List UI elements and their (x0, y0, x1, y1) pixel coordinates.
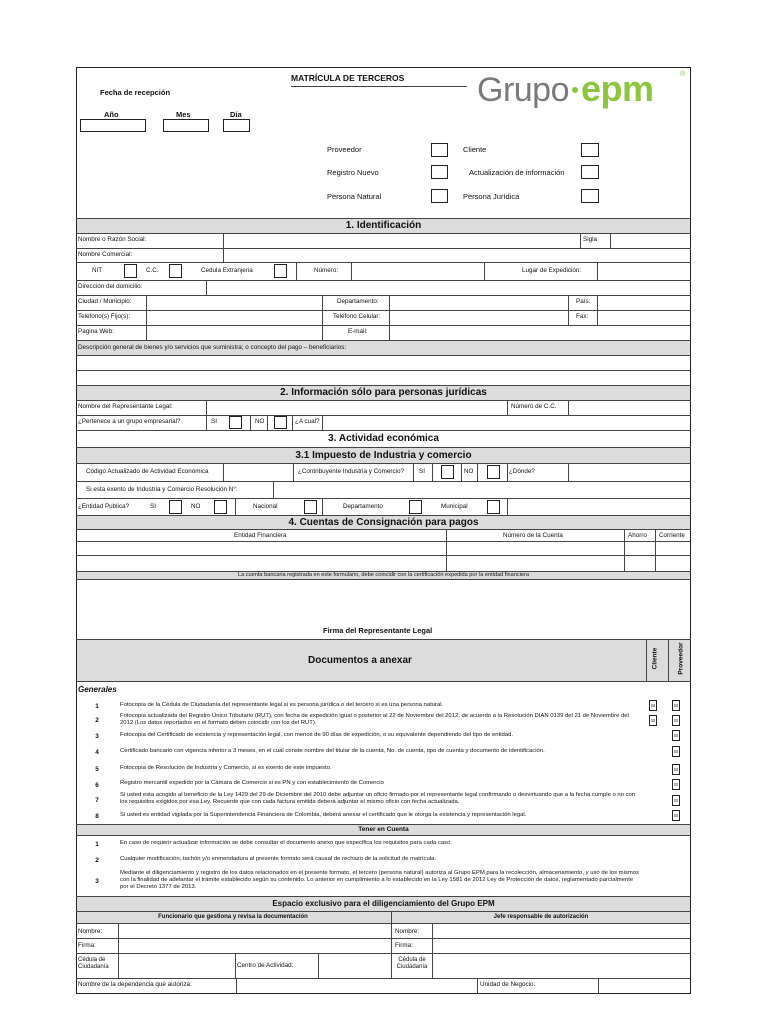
registro-nuevo-checkbox[interactable] (431, 165, 448, 179)
registro-nuevo-label: Registro Nuevo (327, 168, 379, 177)
telefono-fijo-input[interactable] (147, 311, 322, 324)
grupo-empresarial-label: ¿Pertenece a un grupo empresarial? (78, 418, 181, 425)
persona-natural-label: Persona Natural (327, 192, 382, 201)
contribuyente-no-checkbox[interactable] (487, 465, 500, 479)
nota-3: Mediante el diligenciamiento y registro de los datos relacionados en el presente formato, el tercero (persona natural) autoriza al Grupo EPM para la recolección, almacenamiento, y uso de los mismos con la finalidad de adelantar el trámite establecido según su contenido. Lo anterior en cumplimiento a lo establecido en la Ley 1581 de 2012 Ley de Protección de datos, reglamentado parcialmente por el Decreto 1377 de 2013. (120, 870, 639, 890)
logo-registered-mark: ® (680, 71, 686, 78)
cc-checkbox[interactable] (169, 264, 182, 278)
section-3-title: 3. Actividad económica (77, 431, 690, 447)
proveedor-checkbox[interactable] (431, 143, 448, 157)
telefono-celular-input[interactable] (390, 311, 568, 324)
cuenta-nota: La cuenta bancaria registrada en este formulario, debe coincidir con la certificación expedida por la entidad financiera (237, 572, 530, 578)
numero-input[interactable] (352, 263, 484, 279)
jefe-nombre-label: Nombre: (395, 928, 420, 935)
donde-input[interactable] (569, 464, 690, 480)
fax-input[interactable] (598, 311, 690, 324)
fax-label: Fax: (576, 313, 589, 320)
a-cual-label: ¿A cual? (295, 418, 320, 425)
funcionario-nombre-input[interactable] (119, 924, 391, 938)
jefe-firma-input[interactable] (433, 939, 690, 953)
representante-input[interactable] (207, 401, 507, 414)
funcionario-cedula-label: Cédula de Ciudadanía (78, 957, 109, 971)
nit-label: NIT (92, 267, 103, 274)
nit-checkbox[interactable] (124, 264, 137, 278)
ahorro-header: Ahorro (628, 532, 647, 539)
funcionario-cedula-input[interactable] (119, 954, 235, 978)
nota-2: Cualquier modificación, tachón y/o enmendadura al presente formato será causal de rechazo de la solicitud de matrícula. (120, 856, 436, 862)
departamento-input[interactable] (390, 296, 568, 309)
form-frame (76, 67, 691, 994)
a-cual-input[interactable] (323, 416, 690, 429)
grupo-si-label: SI (211, 418, 217, 425)
anio-input[interactable] (80, 119, 146, 132)
actualizacion-checkbox[interactable] (581, 165, 599, 179)
jefe-cedula-label: Cédula de Ciudadanía (396, 957, 428, 971)
firma-area[interactable] (77, 580, 690, 621)
tener-en-cuenta-title: Tener en Cuenta (358, 826, 409, 833)
doc-3-proveedor-si[interactable]: SI (672, 730, 680, 741)
exento-label: Si esta exento de Industria y Comercio Resolución N°: (86, 486, 238, 493)
doc-4-proveedor-si[interactable]: SI (672, 746, 680, 757)
telefono-celular-label: Teléfono Celular: (333, 313, 381, 320)
razon-social-label: Nombre o Razón Social: (78, 236, 147, 243)
ciudad-input[interactable] (147, 296, 322, 309)
doc-6-proveedor-si[interactable]: SI (672, 779, 680, 790)
pais-input[interactable] (598, 296, 690, 309)
col-cliente-header: Cliente (651, 647, 659, 670)
actualizacion-label: Actualización de información (469, 168, 565, 177)
cuenta-1-numero-input[interactable] (447, 542, 624, 554)
descripcion-input-2[interactable] (77, 371, 690, 384)
cedula-extranjeria-label: Cedula Extranjeria (201, 267, 253, 274)
section-3-1-title: 3.1 Impuesto de Industria y comercio (77, 448, 690, 463)
section-2-title: 2. Información sólo para personas jurídicas (77, 386, 690, 400)
dependencia-input[interactable] (237, 979, 477, 993)
departamento-checkbox[interactable] (409, 500, 422, 514)
col-proveedor-header: Proveedor (677, 642, 685, 675)
grupo-no-checkbox[interactable] (274, 416, 287, 429)
ciudad-label: Ciudad / Municipio: (78, 298, 132, 305)
nota-number: 1 (95, 841, 99, 848)
doc-item-4: Certificado bancario con vigencia inferior a 3 meses, en el cual conste nombre del titular de la cuenta, No. de cuenta, tipo de cuenta y documento de identificación. (120, 748, 545, 754)
doc-item-number: 1 (95, 703, 99, 710)
documentos-title: Documentos a anexar (308, 655, 412, 666)
doc-item-number: 2 (95, 717, 99, 724)
form-title: MATRÍCULA DE TERCEROS (291, 73, 405, 83)
doc-7-proveedor-si[interactable]: SI (672, 795, 680, 806)
doc-8-proveedor-si[interactable]: SI (672, 810, 680, 821)
doc-item-number: 5 (95, 766, 99, 773)
centro-actividad-input[interactable] (319, 954, 391, 978)
grupo-epm-logo (477, 68, 686, 110)
pagina-web-input[interactable] (147, 326, 322, 339)
razon-social-input[interactable] (224, 234, 580, 247)
fecha-recepcion-label: Fecha de recepción (100, 88, 171, 97)
lugar-expedicion-label: Lugar de Expedición: (522, 267, 582, 274)
descripcion-input-1[interactable] (77, 356, 690, 369)
direccion-input[interactable] (207, 281, 690, 294)
numero-cc-input[interactable] (569, 401, 690, 414)
contribuyente-label: ¿Contribuyente Industria y Comercio? (298, 468, 405, 475)
descripcion-label: Descripción general de bienes y/o servicios que suministra; o concepto del pago – beneficiarios: (78, 344, 347, 351)
contribuyente-si-label: SI (419, 468, 425, 475)
jefe-cedula-input[interactable] (433, 954, 690, 978)
doc-item-number: 7 (95, 797, 99, 804)
cuenta-2-numero-input[interactable] (447, 556, 624, 570)
nota-1: En caso de requerir actualizar información se debe consultar el documento anexo que especifica los requisitos para cada caso. (120, 840, 453, 846)
entidad-no-checkbox[interactable] (214, 500, 227, 514)
doc-5-proveedor-si[interactable]: SI (672, 764, 680, 775)
doc-item-number: 6 (95, 782, 99, 789)
nombre-comercial-input[interactable] (224, 249, 690, 261)
jefe-firma-label: Firma: (395, 942, 413, 949)
funcionario-nombre-label: Nombre: (78, 928, 103, 935)
doc-item-5: Fotocopia de Resolución de Industria y Comercio, si es exento de este impuesto. (120, 765, 332, 771)
logo-grupo-text: Grupo (477, 71, 569, 109)
funcionario-firma-input[interactable] (119, 939, 391, 953)
grupo-si-checkbox[interactable] (229, 416, 242, 429)
doc-1-cliente-si[interactable]: SI (649, 700, 657, 711)
generales-label: Generales (78, 685, 117, 694)
logo-dot-icon (572, 87, 578, 93)
entidad-publica-label: ¿Entidad Publica? (78, 503, 130, 510)
corriente-header: Corriente (659, 532, 685, 539)
pagina-web-label: Pagina Web: (78, 328, 114, 335)
donde-label: ¿Dónde? (509, 468, 535, 475)
logo-epm-text: epm (581, 68, 654, 109)
cc-label: C.C. (146, 267, 159, 274)
centro-actividad-label: Centro de Actividad: (237, 962, 294, 969)
doc-item-7: Si usted esta acogido al beneficio de la Ley 1429 del 29 de Diciembre del 2010 debe adjuntar un oficio firmado por el representante legal confirmando o desvirtuando que a la fecha cumple o no con los requisitos exigidos por esa Ley. Recuerde que con cada factura emitida deberá adjuntar el mismo oficio con fecha actualizada. (120, 792, 636, 805)
exento-input[interactable] (274, 482, 690, 497)
persona-juridica-checkbox[interactable] (581, 189, 599, 203)
persona-juridica-label: Persona Jurídica (463, 192, 520, 201)
email-input[interactable] (390, 326, 690, 339)
nota-number: 2 (95, 857, 99, 864)
doc-item-2: Fotocopia actualizada del Registro Único Tributario (RUT), con fecha de expedición igual o posterior al 22 de Noviembre del 2012, de acuerdo a la Resolución DIAN 0139 del 21 de Noviembre del 2012 (Los datos reportados en el formato deben coincidir con los del RUT). (120, 713, 629, 726)
contribuyente-no-label: NO (464, 468, 474, 475)
dependencia-label: Nombre de la dependencia que autoriza: (78, 981, 192, 988)
doc-item-number: 4 (95, 749, 99, 756)
email-label: E-mail: (348, 328, 368, 335)
municipal-checkbox[interactable] (487, 500, 500, 514)
representante-label: Nombre del Representante Legal: (78, 403, 173, 410)
section-1-title: 1. Identificación (77, 219, 690, 233)
cliente-label: Cliente (463, 145, 487, 154)
nacional-checkbox[interactable] (304, 500, 317, 514)
jefe-header: Jefe responsable de autorización (493, 914, 589, 920)
mes-input[interactable] (163, 119, 209, 132)
entidad-departamento-label: Departamento (343, 503, 383, 510)
grupo-no-label: NO (255, 418, 265, 425)
dia-label: Día (230, 110, 242, 119)
lugar-expedicion-input[interactable] (598, 263, 690, 279)
funcionario-firma-label: Firma: (78, 942, 96, 949)
contribuyente-si-checkbox[interactable] (441, 465, 454, 479)
unidad-negocio-input[interactable] (599, 979, 690, 993)
codigo-actividad-label: Código Actualizado de Actividad Económica (86, 468, 209, 475)
nota-number: 3 (95, 878, 99, 885)
departamento-label: Departamento: (337, 298, 379, 305)
numero-cuenta-header: Número de la Cuenta (503, 532, 563, 539)
nombre-comercial-label: Nombre Comercial: (78, 251, 133, 258)
nacional-label: Nacional (253, 503, 278, 510)
exclusivo-title: Espacio exclusivo para el diligenciamiento del Grupo EPM (272, 899, 495, 908)
codigo-actividad-input[interactable] (224, 464, 293, 480)
pais-label: País: (576, 298, 591, 305)
sigla-input[interactable] (611, 234, 690, 247)
funcionario-header: Funcionario que gestiona y revisa la documentación (158, 914, 308, 920)
unidad-negocio-label: Unidad de Negocio: (480, 981, 536, 988)
dia-input[interactable] (223, 119, 250, 132)
doc-item-3: Fotocopia del Certificado de existencia y representación legal, con menos de 90 días de expedición, o su equivalente dependiendo del tipo de entidad. (120, 732, 513, 738)
entidad-si-checkbox[interactable] (169, 500, 182, 514)
entidad-si-label: SI (150, 503, 156, 510)
sigla-label: Sigla (583, 236, 598, 243)
cuenta-2-entidad-input[interactable] (77, 556, 446, 570)
numero-cc-label: Número de C.C. (511, 403, 557, 410)
cuenta-1-entidad-input[interactable] (77, 542, 446, 554)
anio-label: Año (104, 110, 119, 119)
proveedor-label: Proveedor (327, 145, 362, 154)
doc-item-6: Registro mercantil expedido por la Cámara de Comercio si es PN y con establecimiento de Comercio (120, 780, 384, 786)
numero-label: Número: (314, 267, 339, 274)
entidad-financiera-header: Entidad Financiera (234, 532, 287, 539)
direccion-label: Dirección del domicilio: (78, 283, 143, 290)
mes-label: Mes (176, 110, 191, 119)
firma-representante-label: Firma del Representante Legal (323, 626, 433, 635)
entidad-no-label: NO (191, 503, 201, 510)
municipal-label: Municipal (441, 503, 468, 510)
persona-natural-checkbox[interactable] (431, 189, 448, 203)
section-4-title: 4. Cuentas de Consignación para pagos (77, 516, 690, 529)
doc-1-proveedor-si[interactable]: SI (672, 700, 680, 711)
doc-2-cliente-si[interactable]: SI (649, 715, 657, 726)
telefono-fijo-label: Teléfono(s) Fijo(s): (78, 313, 131, 320)
doc-item-8: Si usted es entidad vigilada por la Superintendencia Financiera de Colombia, deberá anexar el certificado que le otorga la existencia y representación legal. (120, 812, 527, 818)
jefe-nombre-input[interactable] (433, 924, 690, 938)
cliente-checkbox[interactable] (581, 143, 599, 157)
doc-item-number: 8 (95, 813, 99, 820)
doc-item-1: Fotocopia de la Cédula de Ciudadanía del representante legal si es persona jurídica o del tercero si es una persona natural. (120, 702, 444, 708)
doc-item-number: 3 (95, 733, 99, 740)
cedula-extranjeria-checkbox[interactable] (274, 264, 287, 278)
doc-2-proveedor-si[interactable]: SI (672, 715, 680, 726)
